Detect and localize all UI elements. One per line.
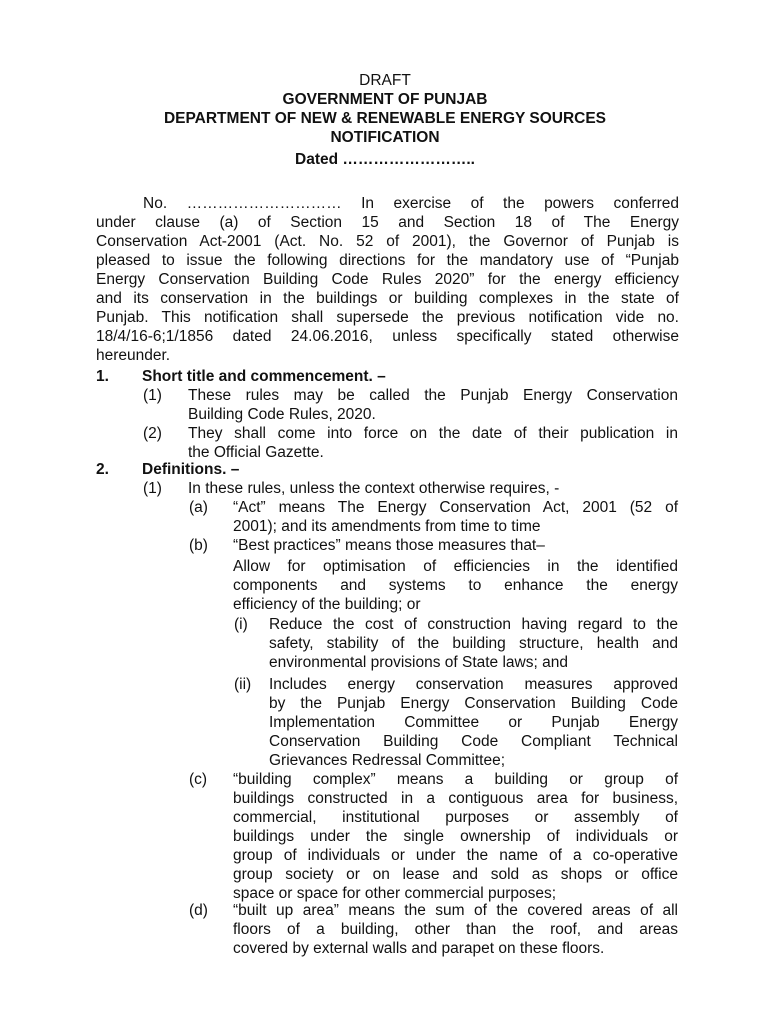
section-1-sub-2-number: (2) [143, 425, 162, 442]
section-1-title: Short title and commencement. – [142, 368, 386, 385]
draft-label: DRAFT [359, 72, 411, 89]
preamble-line: hereunder. [96, 347, 171, 364]
dated-line: Dated …………………….. [295, 151, 475, 168]
section-2-sub-1-number: (1) [143, 480, 162, 497]
definition-a-text: “Act” means The Energy Conservation Act, 2001 (52 of 2001); and its amendments from time to time [233, 499, 678, 535]
preamble-line: Energy Conservation Building Code Rules 2020” for the energy efficiency [96, 271, 679, 288]
section-1-sub-2-text: They shall come into force on the date of their publication in the Official Gazette. [188, 425, 678, 461]
preamble-line: Conservation Act-2001 (Act. No. 52 of 2001), the Governor of Punjab is [96, 233, 679, 250]
definition-d-text: “built up area” means the sum of the covered areas of all floors of a building, other than the roof, and areas covered by external walls and parapet on these floors. [233, 902, 678, 957]
definition-d-number: (d) [189, 902, 208, 919]
preamble-line: pleased to issue the following directions for the mandatory use of “Punjab [96, 252, 679, 269]
definition-c-number: (c) [189, 771, 208, 788]
section-1-sub-1-text: These rules may be called the Punjab Energy Conservation Building Code Rules, 2020. [188, 387, 678, 423]
preamble-paragraph [96, 194, 679, 365]
preamble-line: 18/4/16-6;1/1856 dated 24.06.2016, unless specifically stated otherwise [96, 328, 679, 345]
definition-b-ii-number: (ii) [234, 676, 252, 693]
section-1-sub-1-number: (1) [143, 387, 162, 404]
definition-b-text: “Best practices” means those measures that– [233, 537, 545, 554]
notification-number-line: No. ………………………… In exercise of the powers conferred [143, 195, 679, 212]
document-header [0, 71, 770, 169]
preamble-line: and its conservation in the buildings or building complexes in the state of [96, 290, 679, 307]
definition-a-number: (a) [189, 499, 208, 516]
definition-b-i-number: (i) [234, 616, 248, 633]
definition-b-ii-text: Includes energy conservation measures approved by the Punjab Energy Conservation Building Code Implementation Committee or Punjab Energy Conservation Building Code Compliant Technical Grievances Redressal Committee; [269, 676, 678, 769]
section-2-number: 2. [96, 461, 109, 478]
definition-c-text: “building complex” means a building or group of buildings constructed in a contiguous area for business, commercial, institutional purposes or assembly of buildings under the single ownership of individuals or group of individuals or under the name of a co-operative group society or on lease and sold as shops or office space or space for other commercial purposes; [233, 771, 678, 902]
definition-b-i-text: Reduce the cost of construction having regard to the safety, stability of the building structure, health and environmental provisions of State laws; and [269, 616, 678, 671]
section-2-sub-1-text: In these rules, unless the context otherwise requires, - [188, 480, 560, 497]
preamble-line: Punjab. This notification shall supersede the previous notification vide no. [96, 309, 679, 326]
preamble-line: under clause (a) of Section 15 and Section 18 of The Energy [96, 214, 679, 231]
section-1-number: 1. [96, 368, 109, 385]
section-2-title: Definitions. – [142, 461, 240, 478]
notification-title: NOTIFICATION [330, 129, 440, 146]
department-title: DEPARTMENT OF NEW & RENEWABLE ENERGY SOURCES [163, 110, 607, 127]
definition-b-number: (b) [189, 537, 208, 554]
government-title: GOVERNMENT OF PUNJAB [282, 91, 488, 108]
definition-b-paragraph: Allow for optimisation of efficiencies in the identified components and systems to enhance the energy efficiency of the building; or [233, 558, 678, 613]
